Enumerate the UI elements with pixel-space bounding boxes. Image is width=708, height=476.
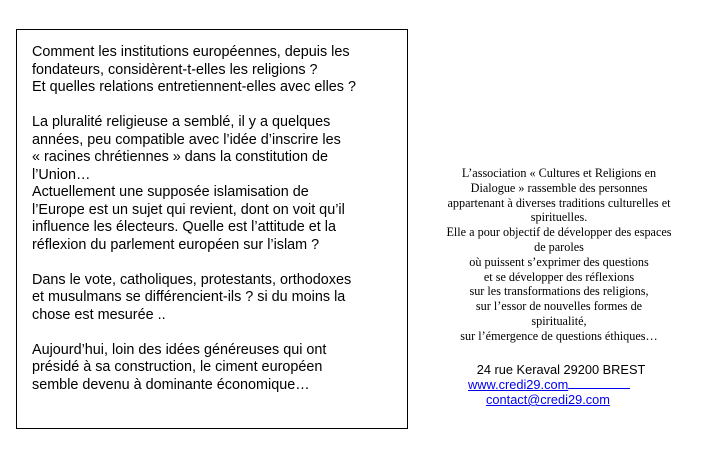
association-line: et se développer des réflexions bbox=[483, 269, 635, 284]
text-line: La pluralité religieuse a semblé, il y a quelques bbox=[32, 114, 331, 130]
text-line: semble devenu à dominante économique… bbox=[32, 376, 310, 393]
association-line: Elle a pour objectif de développer des espaces bbox=[446, 225, 672, 240]
text-line: années, peu compatible avec l’idée d’inscrire les bbox=[32, 131, 341, 148]
association-line: Dialogue » rassemble des personnes bbox=[470, 180, 648, 195]
text-line: chose est mesurée .. bbox=[32, 306, 166, 323]
association-line: appartenant à diverses traditions culturelles et bbox=[447, 195, 671, 210]
text-line: et musulmans se différencient-ils ? si du moins la bbox=[32, 289, 346, 305]
text-line: Comment les institutions européennes, depuis les bbox=[32, 44, 350, 60]
questions-text-box bbox=[16, 29, 408, 429]
association-line: sur les transformations des religions, bbox=[469, 284, 649, 299]
email-link[interactable]: contact@credi29.com bbox=[486, 392, 610, 407]
association-line: sur l’émergence de questions éthiques… bbox=[460, 328, 658, 343]
paragraph-institutions bbox=[32, 44, 397, 97]
text-line: fondateurs, considèrent-t-elles les religions ? bbox=[32, 61, 318, 78]
text-line: « racines chrétiennes » dans la constitution de bbox=[32, 149, 328, 165]
association-line: où puissent s’exprimer des questions bbox=[469, 254, 649, 269]
association-line: sur l’essor de nouvelles formes de bbox=[475, 299, 643, 314]
email-row bbox=[414, 392, 704, 407]
association-line: L’association « Cultures et Religions en bbox=[461, 166, 657, 180]
association-line: spirituelles. bbox=[530, 210, 588, 225]
contact-block bbox=[414, 362, 704, 407]
link-underline-extension bbox=[568, 377, 630, 389]
website-link[interactable]: www.credi29.com bbox=[468, 377, 569, 392]
paragraph-islamisation bbox=[32, 184, 397, 254]
paragraph-pluralite bbox=[32, 114, 397, 184]
paragraph-vote bbox=[32, 272, 397, 325]
association-description bbox=[414, 166, 704, 344]
postal-address: 24 rue Keraval 29200 BREST bbox=[476, 362, 646, 377]
text-line: Et quelles relations entretiennent-elles avec elles ? bbox=[32, 79, 356, 95]
text-line: Aujourd’hui, loin des idées généreuses qui ont bbox=[32, 341, 327, 358]
text-line: Actuellement une supposée islamisation de bbox=[32, 184, 309, 200]
website-row bbox=[414, 377, 704, 392]
text-line: réflexion du parlement européen sur l’islam ? bbox=[32, 236, 320, 253]
association-line: spiritualité, bbox=[531, 313, 587, 328]
text-line: présidé à sa construction, le ciment européen bbox=[32, 359, 323, 375]
paragraph-aujourdhui bbox=[32, 342, 397, 395]
text-line: l’Europe est un sujet qui revient, dont on voit qu’il bbox=[32, 201, 345, 218]
association-line: de paroles bbox=[534, 239, 584, 254]
text-line: influence les électeurs. Quelle est l’attitude et la bbox=[32, 219, 336, 235]
text-line: Dans le vote, catholiques, protestants, orthodoxes bbox=[32, 271, 352, 288]
text-line: l’Union… bbox=[32, 166, 91, 183]
